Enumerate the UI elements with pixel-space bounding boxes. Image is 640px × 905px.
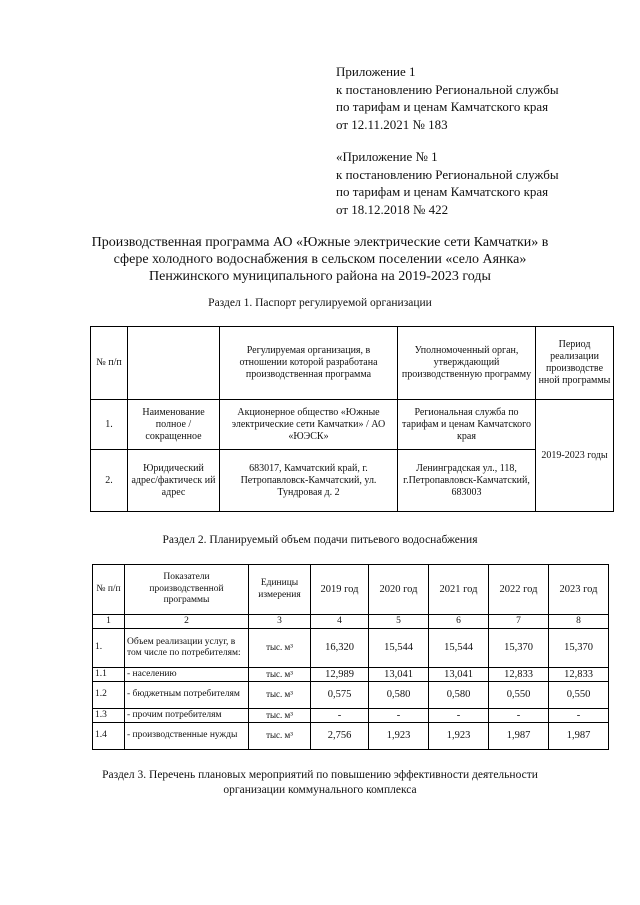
table-cell: - (429, 709, 489, 723)
table-cell: 1.3 (93, 709, 125, 723)
table-cell: Юридический адрес/фактическ ий адрес (128, 450, 220, 512)
water-supply-volume-table (92, 564, 609, 750)
appendix-1-header (336, 63, 559, 133)
appendix-line: к постановлению Региональной службы (336, 166, 559, 182)
appendix-line: «Приложение № 1 (336, 149, 438, 164)
header-cell: 2020 год (369, 565, 429, 615)
appendix-line: по тарифам и ценам Камчатского края (336, 99, 549, 114)
table-cell: тыс. м³ (249, 629, 311, 668)
column-number: 2 (125, 615, 249, 629)
table-row (93, 629, 609, 668)
column-number: 6 (429, 615, 489, 629)
title-line: Пенжинского муниципального района на 2019-2023 годы (149, 269, 491, 284)
table-cell: 0,550 (549, 682, 609, 709)
appendix-line: от 18.12.2018 № 422 (336, 201, 449, 217)
column-number-row (93, 615, 609, 629)
table-cell: 16,320 (311, 629, 369, 668)
table-cell: Объем реализации услуг, в том числе по потребителям: (125, 629, 249, 668)
table-cell: 15,370 (549, 629, 609, 668)
appendix-line: Приложение 1 (336, 64, 416, 79)
column-number: 4 (311, 615, 369, 629)
section-2-title (40, 533, 600, 548)
appendix-2-header (336, 148, 559, 218)
table-cell: 1.2 (93, 682, 125, 709)
table-row (93, 723, 609, 750)
title-line: Производственная программа АО «Южные электрические сети Камчатки» в (91, 235, 549, 250)
section-3-title (40, 768, 600, 798)
table-cell: - прочим потребителям (125, 709, 249, 723)
table-cell: 1. (93, 629, 125, 668)
table-cell: тыс. м³ (249, 682, 311, 709)
header-cell: 2021 год (429, 565, 489, 615)
title-line: сфере холодного водоснабжения в сельском поселении «село Аянка» (113, 252, 527, 267)
table-row (91, 450, 614, 512)
table-cell: - (369, 709, 429, 723)
header-cell (128, 327, 220, 400)
column-number: 7 (489, 615, 549, 629)
document-title (90, 234, 550, 285)
table-cell: 12,833 (549, 668, 609, 682)
table-cell: 13,041 (429, 668, 489, 682)
table-cell: Наименование полное / сокращенное (128, 400, 220, 450)
table-cell: 0,580 (429, 682, 489, 709)
table-cell: 1.4 (93, 723, 125, 750)
table-cell: 2,756 (311, 723, 369, 750)
section-3-title-line: Раздел 3. Перечень плановых мероприятий по повышению эффективности деятельности (102, 769, 538, 781)
table-row (93, 682, 609, 709)
table-cell: - производственные нужды (125, 723, 249, 750)
table-cell: Региональная служба по тарифам и ценам Камчатского края (398, 400, 536, 450)
table-cell: 2. (91, 450, 128, 512)
header-cell: Единицы измерения (249, 565, 311, 615)
section-2-title-text: Раздел 2. Планируемый объем подачи питьевого водоснабжения (162, 534, 478, 546)
table-cell: - (489, 709, 549, 723)
table-cell: - населению (125, 668, 249, 682)
table-cell: 1.1 (93, 668, 125, 682)
table-cell: 683017, Камчатский край, г. Петропавловск-Камчатский, ул. Тундровая д. 2 (220, 450, 398, 512)
section-1-title (40, 296, 600, 311)
column-number: 8 (549, 615, 609, 629)
table-cell: 0,580 (369, 682, 429, 709)
table-cell: тыс. м³ (249, 668, 311, 682)
table-cell: 15,370 (489, 629, 549, 668)
column-number: 3 (249, 615, 311, 629)
header-cell: 2019 год (311, 565, 369, 615)
column-number: 1 (93, 615, 125, 629)
section-1-title-text: Раздел 1. Паспорт регулируемой организации (208, 297, 432, 309)
table-cell: 1,923 (369, 723, 429, 750)
header-cell: № п/п (91, 327, 128, 400)
table-cell: 12,833 (489, 668, 549, 682)
table-cell: тыс. м³ (249, 709, 311, 723)
table-cell: - бюджетным потребителям (125, 682, 249, 709)
header-cell: 2022 год (489, 565, 549, 615)
table-cell: 12,989 (311, 668, 369, 682)
table-row (91, 400, 614, 450)
table-header-row (91, 327, 614, 400)
table-cell: - (549, 709, 609, 723)
table-cell: Акционерное общество «Южные электрические сети Камчатки» / АО «ЮЭСК» (220, 400, 398, 450)
header-cell: Период реализации производстве нной программы (536, 327, 614, 400)
header-cell: Показатели производственной программы (125, 565, 249, 615)
header-cell: Уполномоченный орган, утверждающий производственную программу (398, 327, 536, 400)
appendix-line: по тарифам и ценам Камчатского края (336, 184, 549, 199)
column-number: 5 (369, 615, 429, 629)
appendix-line: от 12.11.2021 № 183 (336, 116, 448, 132)
period-cell: 2019-2023 годы (536, 400, 614, 512)
header-cell: Регулируемая организация, в отношении которой разработана производственная программа (220, 327, 398, 400)
appendix-line: к постановлению Региональной службы (336, 81, 559, 97)
table-row (93, 709, 609, 723)
passport-table (90, 326, 614, 512)
table-row (93, 668, 609, 682)
table-cell: 1. (91, 400, 128, 450)
table-cell: 0,550 (489, 682, 549, 709)
header-cell: № п/п (93, 565, 125, 615)
table-cell: тыс. м³ (249, 723, 311, 750)
table-header-row (93, 565, 609, 615)
table-cell: 15,544 (429, 629, 489, 668)
table-cell: 1,923 (429, 723, 489, 750)
table-cell: - (311, 709, 369, 723)
table-cell: 0,575 (311, 682, 369, 709)
table-cell: 15,544 (369, 629, 429, 668)
table-cell: Ленинградская ул., 118, г.Петропавловск-Камчатский, 683003 (398, 450, 536, 512)
section-3-title-line: организации коммунального комплекса (223, 784, 417, 796)
header-cell: 2023 год (549, 565, 609, 615)
table-cell: 1,987 (549, 723, 609, 750)
table-cell: 13,041 (369, 668, 429, 682)
table-cell: 1,987 (489, 723, 549, 750)
